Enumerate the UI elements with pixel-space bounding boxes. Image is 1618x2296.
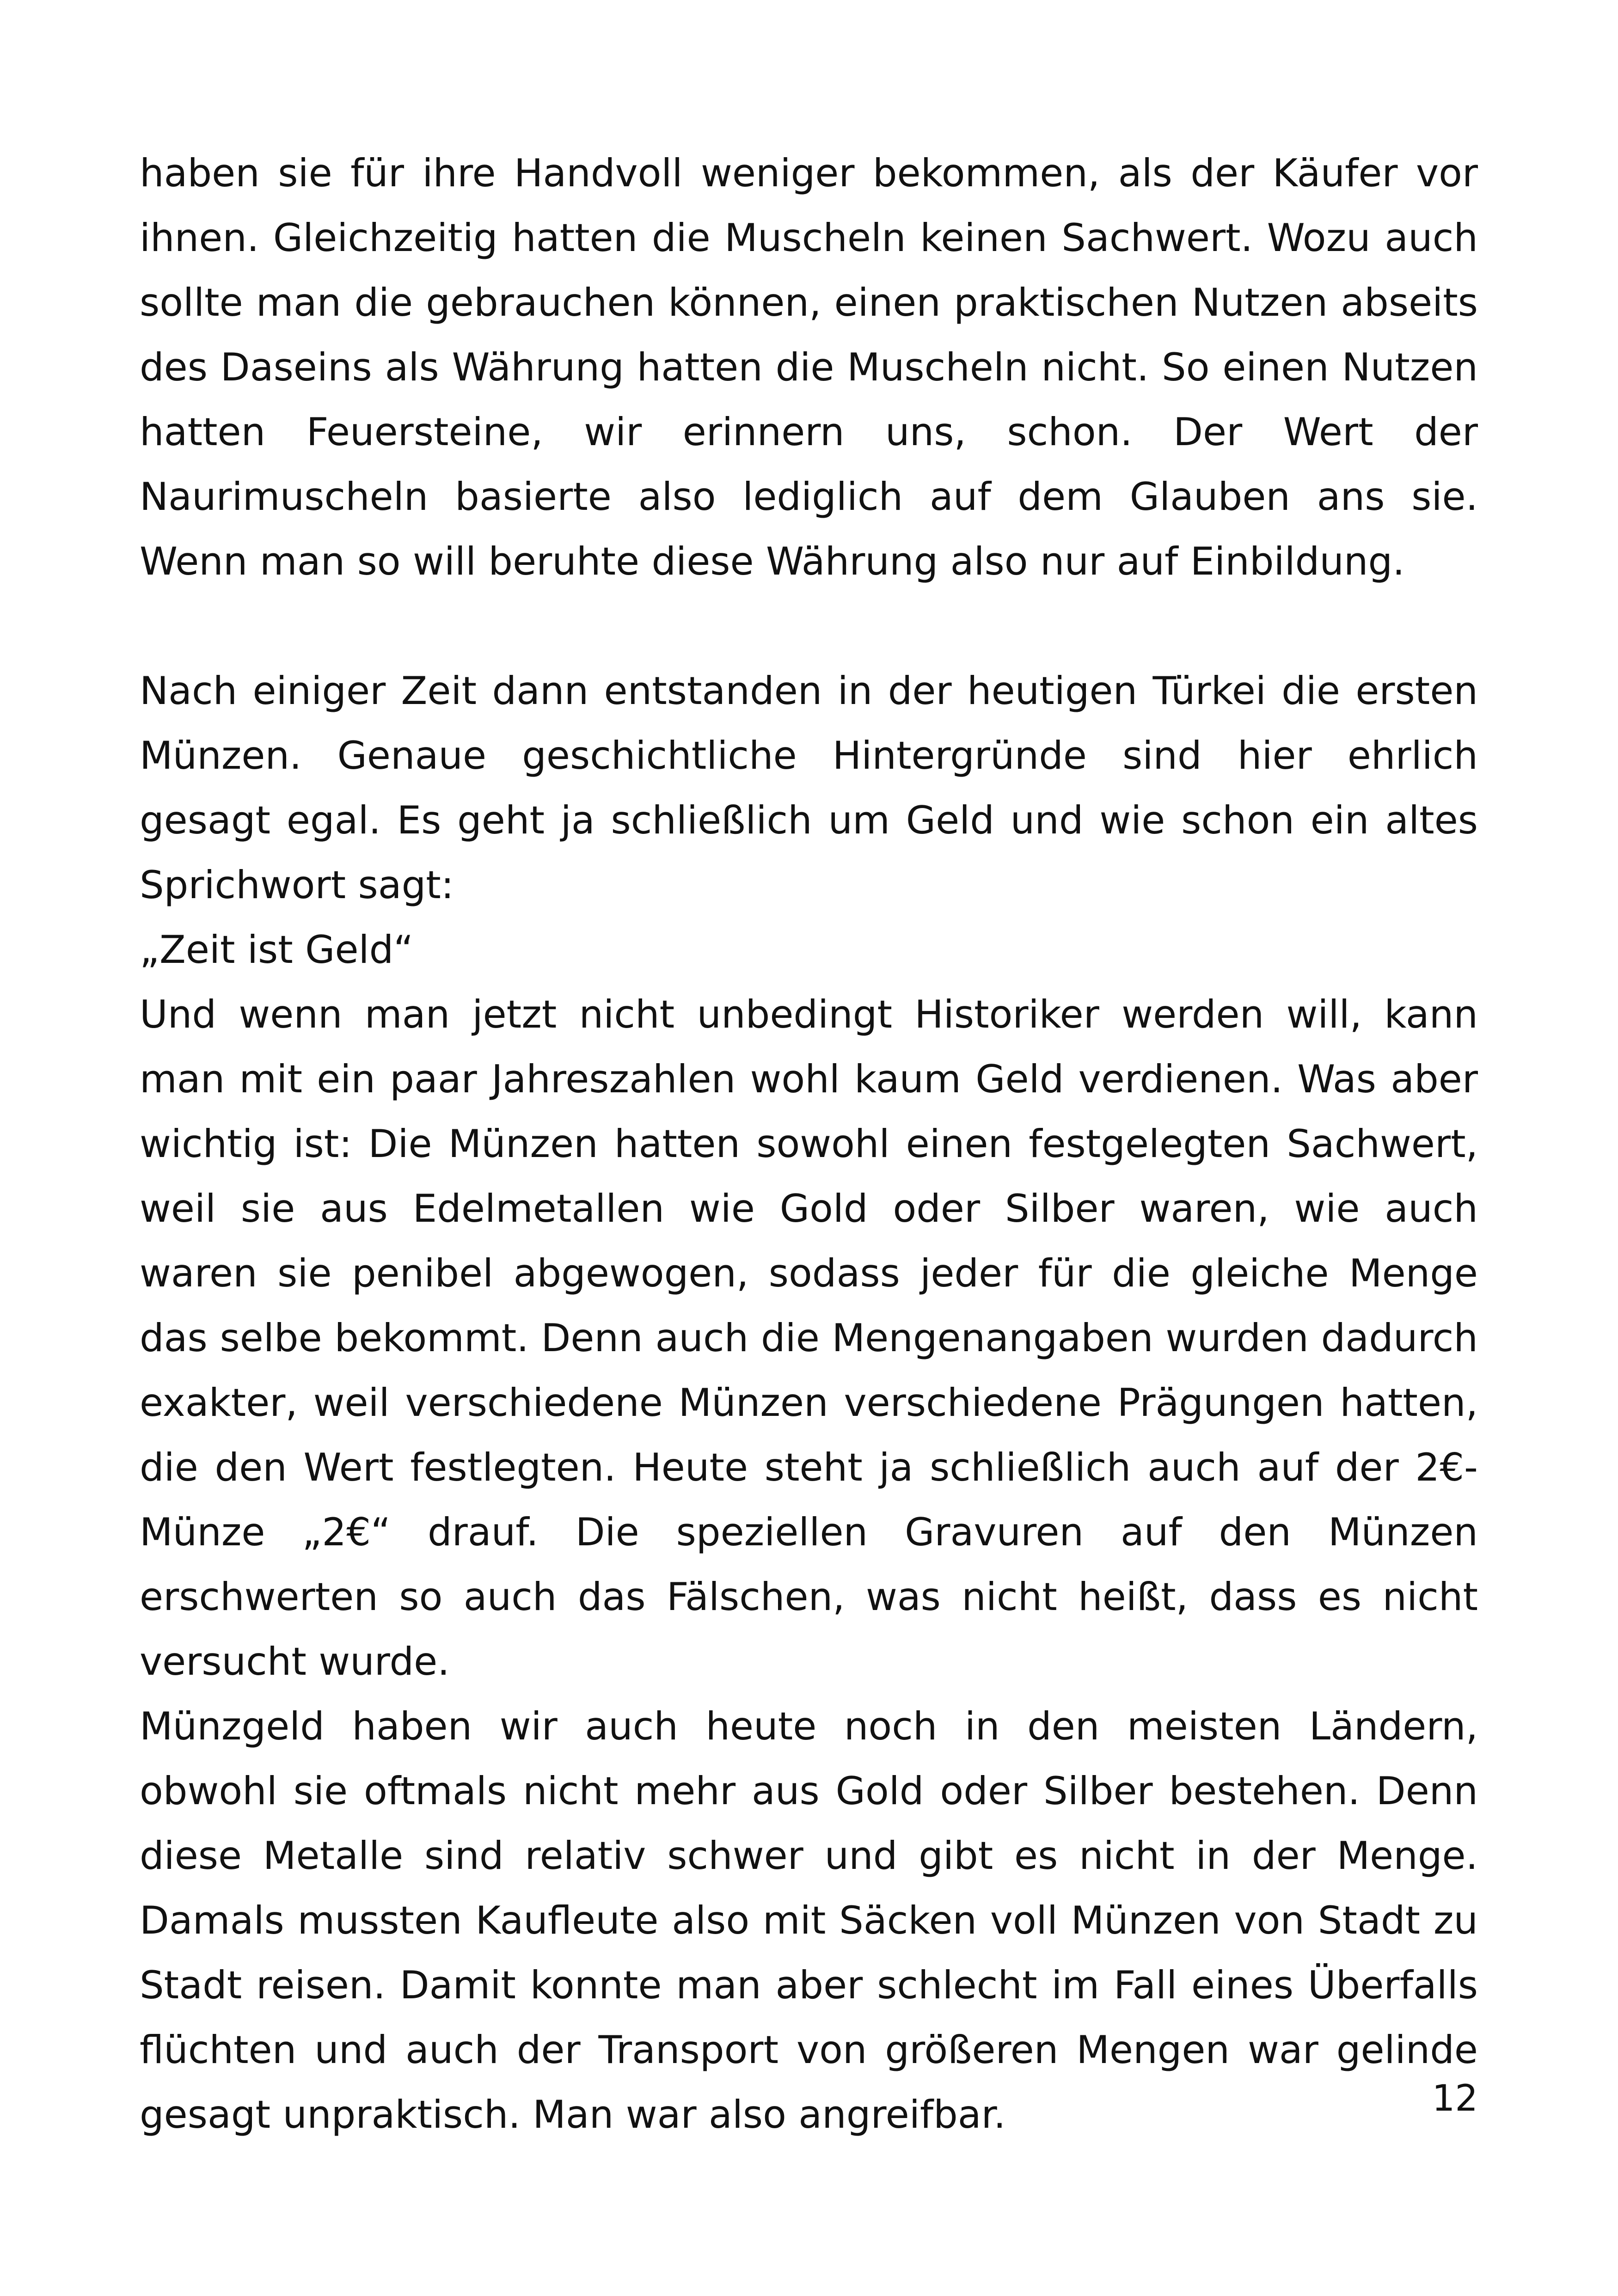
proverb-quote: „Zeit ist Geld“ [140, 927, 414, 972]
paragraph-muenzen-wert: Und wenn man jetzt nicht unbedingt Historiker werden will, kann man mit ein paar Jahreszahlen wohl kaum Geld verdienen. Was aber wichtig ist: Die Münzen hatten sowohl einen festgelegten Sachwert, weil sie aus Edelmetallen wie Gold oder Silber waren, wie auch waren sie penibel abgewogen, sodass jeder für die gleiche Menge das selbe bekommt. Denn auch die Mengenangaben wurden dadurch exakter, weil verschiedene Münzen verschiedene Prägungen hatten, die den Wert festlegten. Heute steht ja schließlich auch auf der 2€-Münze „2€“ drauf. Die speziellen Gravuren auf den Münzen erschwerten so auch das Fälschen, was nicht heißt, dass es nicht versucht wurde. [140, 992, 1478, 1684]
paragraph-muenzgeld-heute: Münzgeld haben wir auch heute noch in den meisten Ländern, obwohl sie oftmals nicht mehr aus Gold oder Silber bestehen. Denn diese Metalle sind relativ schwer und gibt es nicht in der Menge. Damals mussten Kaufleute also mit Säcken voll Münzen von Stadt zu Stadt reisen. Damit konnte man aber schlecht im Fall eines Überfalls flüchten und auch der Transport von größeren Mengen war gelinde gesagt unpraktisch. Man war also angreifbar. [140, 1704, 1478, 2137]
paragraph-muenzen-intro: Nach einiger Zeit dann entstanden in der heutigen Türkei die ersten Münzen. Genaue geschichtliche Hintergründe sind hier ehrlich gesagt egal. Es geht ja schließlich um Geld und wie schon ein altes Sprichwort sagt: [140, 668, 1478, 907]
page-number: 12 [1432, 2078, 1478, 2119]
body-text [140, 141, 1478, 2147]
paragraph-muscheln: haben sie für ihre Handvoll weniger bekommen, als der Käufer vor ihnen. Gleichzeitig hatten die Muscheln keinen Sachwert. Wozu auch sollte man die gebrauchen können, einen praktischen Nutzen abseits des Daseins als Währung hatten die Muscheln nicht. So einen Nutzen hatten Feuersteine, wir erinnern uns, schon. Der Wert der Naurimuscheln basierte also lediglich auf dem Glauben ans sie. Wenn man so will beruhte diese Währung also nur auf Einbildung. [140, 151, 1478, 584]
